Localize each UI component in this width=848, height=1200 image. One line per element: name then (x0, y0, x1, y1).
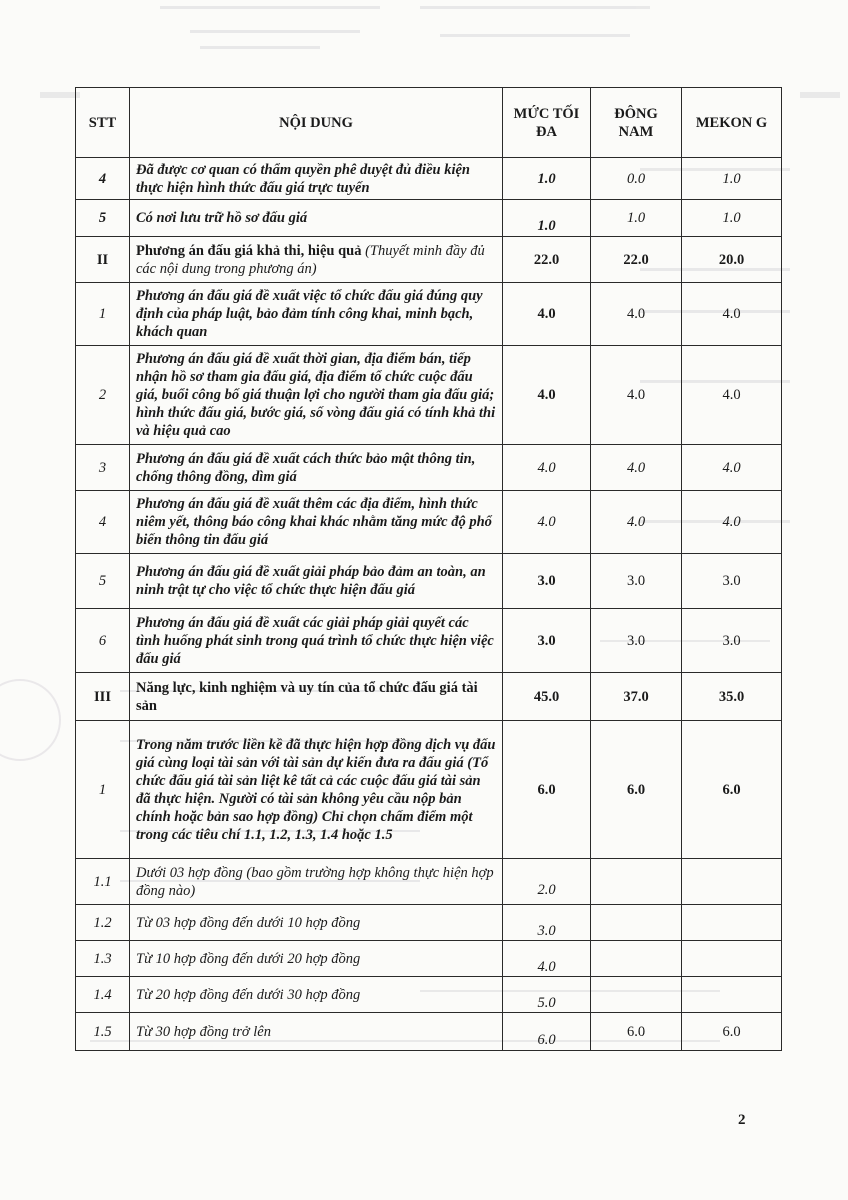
row-content-cell (130, 237, 503, 283)
table-row (76, 1013, 782, 1051)
row-max-score: 4.0 (503, 491, 591, 554)
row-mekong-score: 6.0 (682, 721, 782, 859)
row-content: Từ 10 hợp đồng đến dưới 20 hợp đồng (130, 941, 503, 977)
row-dongnam-score: 6.0 (591, 1013, 682, 1051)
header-stt: STT (76, 88, 130, 158)
row-dongnam-score: 4.0 (591, 283, 682, 346)
row-stt: 1.3 (76, 941, 130, 977)
row-stt: 2 (76, 346, 130, 445)
row-dongnam-score: 4.0 (591, 346, 682, 445)
row-max-score: 5.0 (537, 994, 556, 1011)
row-content: Phương án đấu giá đề xuất các giải pháp giải quyết các tình huống phát sinh trong quá trình tổ chức thực hiện việc đấu giá (130, 609, 503, 673)
row-content: Từ 20 hợp đồng đến dưới 30 hợp đồng (130, 977, 503, 1013)
row-content: Phương án đấu giá đề xuất việc tổ chức đấu giá đúng quy định của pháp luật, bảo đảm tính công khai, minh bạch, khách quan (130, 283, 503, 346)
table-row (76, 941, 782, 977)
row-content: Có nơi lưu trữ hồ sơ đấu giá (130, 200, 503, 237)
row-max-score: 2.0 (537, 881, 556, 898)
row-stt: III (76, 673, 130, 721)
row-mekong-score: 35.0 (682, 673, 782, 721)
row-mekong-score (682, 905, 782, 941)
row-stt: 1 (76, 283, 130, 346)
row-max-score: 1.0 (537, 218, 556, 234)
row-mekong-score: 4.0 (682, 346, 782, 445)
row-content: Năng lực, kinh nghiệm và uy tín của tổ chức đấu giá tài sản (130, 673, 503, 721)
header-mekong: MEKON G (682, 88, 782, 158)
header-max-score: MỨC TỐI ĐA (503, 88, 591, 158)
row-mekong-score: 4.0 (682, 491, 782, 554)
table-row (76, 491, 782, 554)
row-dongnam-score: 22.0 (591, 237, 682, 283)
row-max-score: 1.0 (503, 158, 591, 200)
table-row (76, 905, 782, 941)
row-stt: 1.4 (76, 977, 130, 1013)
row-max-score: 6.0 (503, 721, 591, 859)
table-row (76, 609, 782, 673)
row-stt: 5 (76, 200, 130, 237)
row-mekong-score: 3.0 (682, 609, 782, 673)
row-mekong-score (682, 941, 782, 977)
table-row (76, 673, 782, 721)
row-max-score: 3.0 (537, 922, 556, 939)
row-content: Dưới 03 hợp đồng (bao gồm trường hợp không thực hiện hợp đồng nào) (130, 859, 503, 905)
row-content: Phương án đấu giá đề xuất thêm các địa điểm, hình thức niêm yết, thông báo công khai khác nhằm tăng mức độ phổ biến thông tin đấu giá (130, 491, 503, 554)
row-content-note: (Thuyết minh đầy đủ các nội dung trong phương án) (136, 242, 485, 277)
row-dongnam-score: 3.0 (591, 554, 682, 609)
table-row (76, 554, 782, 609)
row-dongnam-score (591, 905, 682, 941)
row-stt: 4 (76, 158, 130, 200)
row-max-score: 6.0 (537, 1031, 556, 1048)
row-max-score: 3.0 (503, 554, 591, 609)
row-max-score: 4.0 (503, 445, 591, 491)
row-content: Phương án đấu giá đề xuất thời gian, địa điểm bán, tiếp nhận hồ sơ tham gia đấu giá, địa điểm tổ chức cuộc đấu giá, buổi công bố giá thuận lợi cho người tham gia đấu giá; hình thức đấu giá, bước giá, số vòng đấu giá có tính khả thi và hiệu quả cao (130, 346, 503, 445)
table-row (76, 346, 782, 445)
row-dongnam-score: 37.0 (591, 673, 682, 721)
table-row (76, 721, 782, 859)
row-dongnam-score: 0.0 (591, 158, 682, 200)
row-dongnam-score (591, 859, 682, 905)
row-content: Phương án đấu giá khả thi, hiệu quả (136, 242, 362, 259)
table-row (76, 283, 782, 346)
row-max-score: 4.0 (503, 346, 591, 445)
row-max-score: 4.0 (503, 283, 591, 346)
row-stt: 6 (76, 609, 130, 673)
table-row (76, 977, 782, 1013)
row-stt: 3 (76, 445, 130, 491)
header-row (76, 88, 782, 158)
scoring-table (75, 87, 782, 1051)
row-mekong-score: 1.0 (682, 158, 782, 200)
page-number: 2 (738, 1112, 746, 1128)
row-mekong-score: 3.0 (682, 554, 782, 609)
header-dongnam: ĐÔNG NAM (591, 88, 682, 158)
table-row (76, 859, 782, 905)
row-stt: 5 (76, 554, 130, 609)
row-max-score: 45.0 (503, 673, 591, 721)
row-mekong-score (682, 859, 782, 905)
row-dongnam-score: 1.0 (591, 200, 682, 237)
row-content: Trong năm trước liền kề đã thực hiện hợp đồng dịch vụ đấu giá cùng loại tài sản với tài sản dự kiến đưa ra đấu giá (Tổ chức đấu giá tài sản liệt kê tất cả các cuộc đấu giá tài sản đã thực hiện. Người có tài sản không yêu cầu nộp bản chính hoặc bản sao hợp đồng) Chỉ chọn chấm điểm một trong các tiêu chí 1.1, 1.2, 1.3, 1.4 hoặc 1.5 (130, 721, 503, 859)
row-mekong-score: 1.0 (682, 200, 782, 237)
row-content: Phương án đấu giá đề xuất cách thức bảo mật thông tin, chống thông đồng, dìm giá (130, 445, 503, 491)
table-row (76, 237, 782, 283)
row-dongnam-score: 4.0 (591, 445, 682, 491)
row-dongnam-score (591, 941, 682, 977)
row-mekong-score (682, 977, 782, 1013)
row-stt: 4 (76, 491, 130, 554)
row-stt: 1.2 (76, 905, 130, 941)
table-row (76, 445, 782, 491)
row-mekong-score: 20.0 (682, 237, 782, 283)
row-content: Đã được cơ quan có thẩm quyền phê duyệt đủ điều kiện thực hiện hình thức đấu giá trực tuyến (130, 158, 503, 200)
row-content: Từ 03 hợp đồng đến dưới 10 hợp đồng (130, 905, 503, 941)
row-dongnam-score: 6.0 (591, 721, 682, 859)
row-dongnam-score: 3.0 (591, 609, 682, 673)
row-dongnam-score: 4.0 (591, 491, 682, 554)
table-row (76, 158, 782, 200)
row-mekong-score: 6.0 (682, 1013, 782, 1051)
table-row (76, 200, 782, 237)
row-content: Phương án đấu giá đề xuất giải pháp bảo đảm an toàn, an ninh trật tự cho việc tổ chức thực hiện đấu giá (130, 554, 503, 609)
row-stt: 1.1 (76, 859, 130, 905)
row-stt: 1 (76, 721, 130, 859)
row-stt: 1.5 (76, 1013, 130, 1051)
row-mekong-score: 4.0 (682, 445, 782, 491)
row-stt: II (76, 237, 130, 283)
row-mekong-score: 4.0 (682, 283, 782, 346)
header-content: NỘI DUNG (130, 88, 503, 158)
row-max-score: 4.0 (537, 958, 556, 975)
row-max-score: 22.0 (503, 237, 591, 283)
row-content: Từ 30 hợp đồng trở lên (130, 1013, 503, 1051)
row-dongnam-score (591, 977, 682, 1013)
row-max-score: 3.0 (503, 609, 591, 673)
